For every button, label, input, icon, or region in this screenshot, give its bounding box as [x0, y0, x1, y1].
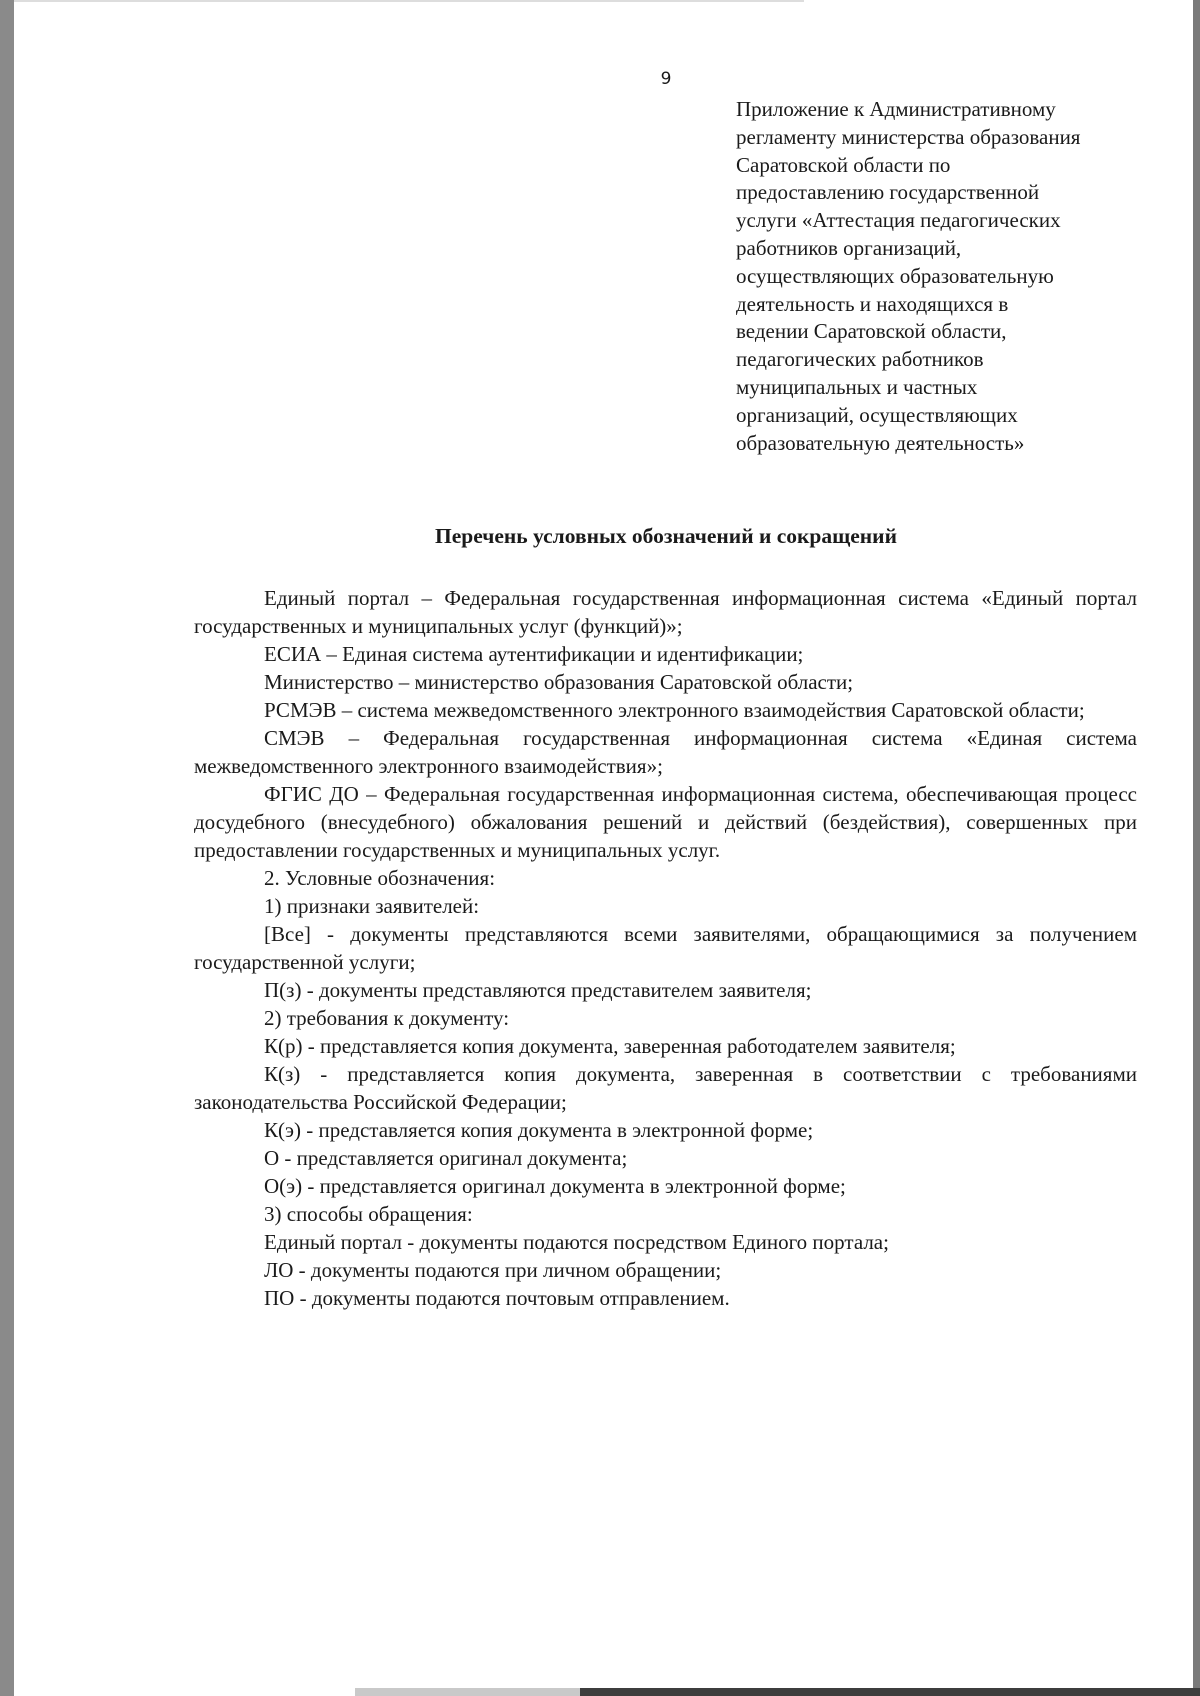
page-number: 9 — [660, 69, 672, 89]
definition-smev: СМЭВ – Федеральная государственная информационная система «Единая система межведомственного электронного взаимодействия»; — [194, 726, 1137, 778]
document-title: Перечень условных обозначений и сокращений — [435, 524, 897, 548]
symbol-all: [Все] - документы представляются всеми заявителями, обращающимися за получением государственной услуги; — [194, 922, 1137, 974]
appendix-line: услуги «Аттестация педагогических — [736, 208, 1061, 233]
definition-fgis-do: ФГИС ДО – Федеральная государственная информационная система, обеспечивающая процесс досудебного (внесудебного) обжалования решений и действий (бездействия), совершенных при предоставлении государственных и муниципальных услуг. — [194, 782, 1137, 862]
definition-ministry: Министерство – министерство образования Саратовской области; — [264, 670, 854, 694]
appendix-line: регламенту министерства образования — [736, 124, 1081, 149]
appendix-line: осуществляющих образовательную — [736, 263, 1054, 288]
appendix-line: деятельность и находящихся в — [736, 291, 1009, 316]
scan-top-shadow — [14, 0, 804, 2]
symbol-unified-portal: Единый портал - документы подаются посредством Единого портала; — [264, 1230, 889, 1254]
appendix-line: образовательную деятельность» — [736, 430, 1025, 455]
symbol-lo: ЛО - документы подаются при личном обращении; — [264, 1258, 722, 1282]
scan-right-border — [1193, 0, 1200, 1696]
scan-left-border — [0, 0, 14, 1696]
appendix-line: муниципальных и частных — [736, 374, 978, 399]
symbol-o: О - представляется оригинал документа; — [264, 1146, 628, 1170]
symbol-kr: К(р) - представляется копия документа, заверенная работодателем заявителя; — [264, 1034, 956, 1058]
definition-esia: ЕСИА – Единая система аутентификации и идентификации; — [264, 642, 804, 666]
appendix-line: педагогических работников — [736, 347, 984, 372]
scan-bottom-border-light — [355, 1688, 583, 1696]
section-heading-symbols: 2. Условные обозначения: — [264, 866, 496, 890]
scan-bottom-border — [580, 1688, 1200, 1696]
symbol-oe: О(э) - представляется оригинал документа в электронной форме; — [264, 1174, 846, 1198]
appendix-header — [736, 96, 1136, 457]
document-body — [194, 584, 1137, 1312]
appendix-line: Саратовской области по — [736, 152, 951, 177]
appendix-line: ведении Саратовской области, — [736, 319, 1007, 344]
symbol-kz: К(з) - представляется копия документа, заверенная в соответствии с требованиями законодательства Российской Федерации; — [194, 1062, 1137, 1114]
subsection-document-requirements: 2) требования к документу: — [264, 1006, 510, 1030]
appendix-line: Приложение к Административному — [736, 97, 1056, 121]
symbol-po: ПО - документы подаются почтовым отправлением. — [264, 1286, 730, 1310]
subsection-submission-methods: 3) способы обращения: — [264, 1202, 473, 1226]
appendix-line: предоставлению государственной — [736, 180, 1040, 205]
symbol-pz: П(з) - документы представляются представителем заявителя; — [264, 978, 812, 1002]
subsection-applicant-signs: 1) признаки заявителей: — [264, 894, 480, 918]
appendix-line: организаций, осуществляющих — [736, 402, 1018, 427]
definition-rsmev: РСМЭВ – система межведомственного электронного взаимодействия Саратовской области; — [264, 698, 1085, 722]
appendix-line: работников организаций, — [736, 235, 962, 260]
symbol-ke: К(э) - представляется копия документа в электронной форме; — [264, 1118, 814, 1142]
definition-unified-portal: Единый портал – Федеральная государственная информационная система «Единый портал государственных и муниципальных услуг (функций)»; — [194, 586, 1137, 638]
